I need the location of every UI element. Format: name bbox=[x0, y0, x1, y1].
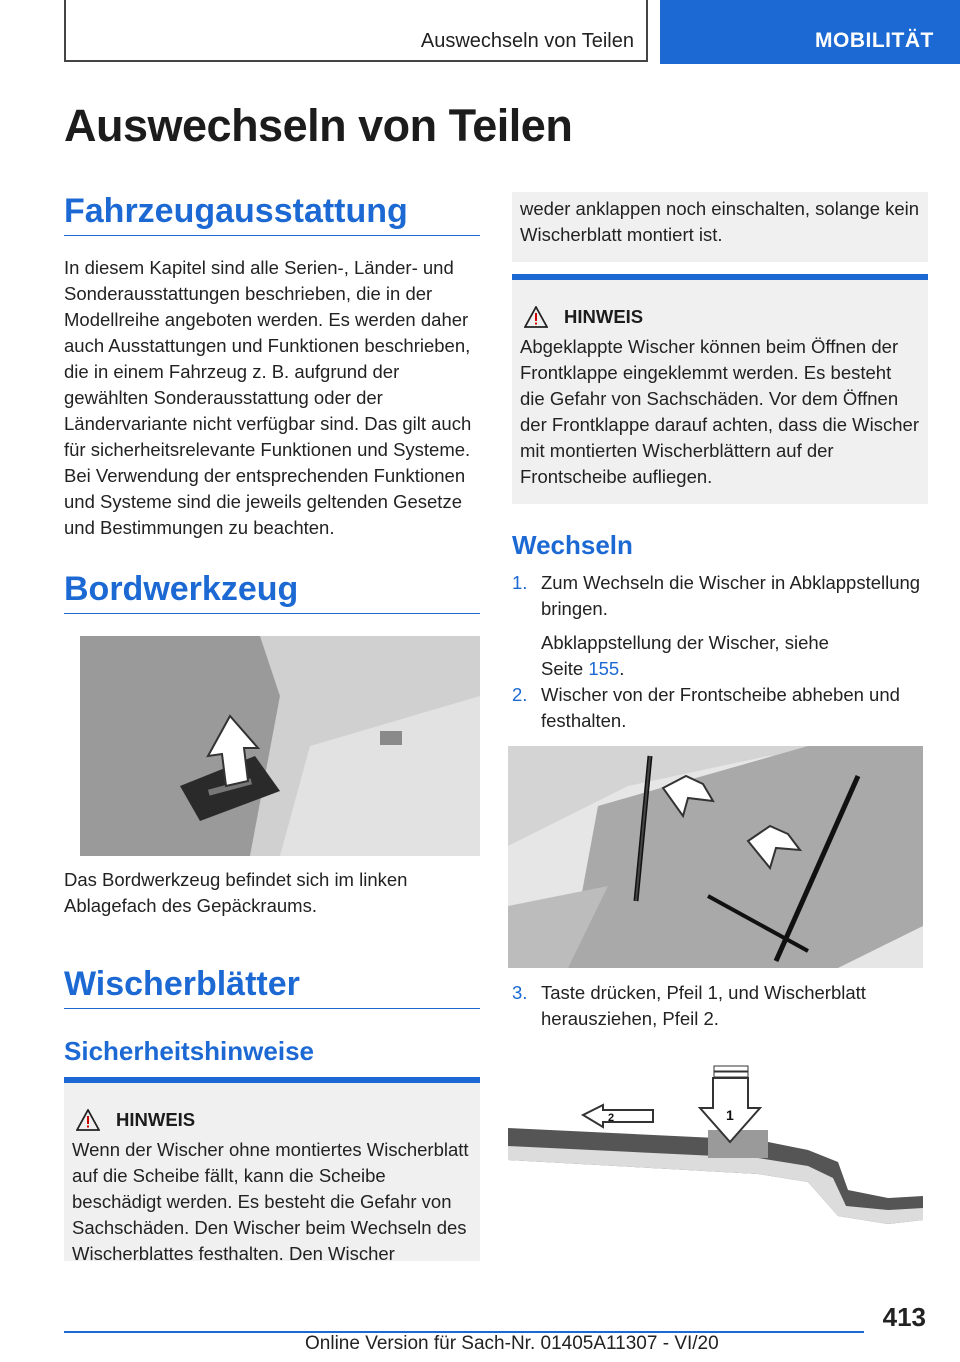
step-subtext-prefix: Seite bbox=[541, 658, 589, 679]
step-text: Zum Wechseln die Wischer in Abklappstellung bringen. bbox=[541, 572, 921, 619]
page-number: 413 bbox=[882, 1302, 926, 1332]
step-number: 3. bbox=[512, 982, 528, 1003]
step-1 bbox=[512, 570, 928, 682]
heading-fahrzeugausstattung: Fahrzeugausstattung bbox=[64, 192, 480, 236]
header-section-title: Auswechseln von Teilen bbox=[420, 30, 634, 52]
page-title: Auswechseln von Teilen bbox=[64, 100, 573, 151]
step-2 bbox=[512, 682, 928, 734]
step-subtext-line: Abklappstellung der Wischer, siehe bbox=[541, 632, 829, 653]
notice-label: HINWEIS bbox=[116, 1109, 196, 1130]
notice-heading bbox=[524, 306, 920, 328]
heading-wechseln: Wechseln bbox=[512, 530, 633, 560]
heading-wischerblaetter: Wischerblätter bbox=[64, 965, 480, 1009]
step-number: 1. bbox=[512, 572, 528, 593]
step-text: Taste drücken, Pfeil 1, und Wischerblatt herausziehen, Pfeil 2. bbox=[541, 982, 866, 1029]
wiper-windshield-image bbox=[508, 746, 923, 968]
step-subtext bbox=[541, 630, 928, 682]
notice-heading bbox=[76, 1109, 472, 1131]
header-section-box bbox=[64, 0, 648, 62]
header-chapter-tab[interactable] bbox=[660, 0, 960, 64]
notice-continuation-text: weder anklappen noch einschalten, solange kein Wischerblatt montiert ist. bbox=[520, 198, 920, 245]
notice-bar bbox=[512, 274, 928, 280]
wiper-blade-image bbox=[508, 1058, 923, 1268]
step-subtext-suffix: . bbox=[619, 658, 625, 679]
notice-text: Wenn der Wischer ohne montiertes Wischerblatt auf die Scheibe fällt, kann die Scheibe beschädigt werden. Es besteht die Gefahr von Sachschäden. Den Wischer beim Wechseln des Wischerblattes festhalten. Den Wischer bbox=[72, 1139, 469, 1264]
notice-box-2 bbox=[512, 274, 928, 504]
arrow-label-1: 1 bbox=[726, 1107, 734, 1123]
fahrzeugausstattung-text: In diesem Kapitel sind alle Serien-, Länder- und Sonderausstattungen beschrieben, die in der Modellreihe angeboten werden. Es werden daher auch Ausstattungen und Funktionen beschrieben, die in einem Fahrzeug z. B. aufgrund der gewählten Sonderausstattung oder der Ländervariante nicht verfügbar sind. Das gilt auch für sicherheitsrelevante Funktionen und Systeme. Bei Verwendung der entsprechenden Funktionen und Systeme sind die jeweils geltenden Gesetze und Bestimmungen zu beachten. bbox=[64, 257, 472, 538]
warning-icon bbox=[76, 1109, 100, 1131]
arrow-label-2: 2 bbox=[608, 1112, 615, 1124]
step-text: Wischer von der Frontscheibe abheben und festhalten. bbox=[541, 684, 900, 731]
notice-box-1 bbox=[64, 1077, 480, 1264]
step-number: 2. bbox=[512, 684, 528, 705]
heading-bordwerkzeug: Bordwerkzeug bbox=[64, 570, 480, 614]
footer-version-text: Online Version für Sach-Nr. 01405A11307 - VI/20 bbox=[305, 1333, 719, 1354]
bordwerkzeug-image bbox=[80, 636, 480, 856]
notice-bar bbox=[64, 1077, 480, 1083]
warning-icon bbox=[524, 306, 548, 328]
step-3 bbox=[512, 980, 928, 1032]
notice-text: Abgeklappte Wischer können beim Öffnen der Frontklappe eingeklemmt werden. Es besteht die Gefahr von Sachschäden. Vor dem Öffnen der Frontklappe darauf achten, dass die Wischer mit montierten Wischerblättern auf der Frontscheibe aufliegen. bbox=[520, 336, 919, 487]
page-link-155[interactable]: 155 bbox=[588, 658, 620, 679]
bordwerkzeug-caption: Das Bordwerkzeug befindet sich im linken Ablagefach des Gepäckraums. bbox=[64, 869, 408, 916]
notice-box-1-continued bbox=[512, 192, 928, 262]
header-chapter-label: MOBILITÄT bbox=[815, 29, 934, 52]
notice-label: HINWEIS bbox=[564, 306, 644, 327]
heading-sicherheitshinweise: Sicherheitshinweise bbox=[64, 1036, 314, 1066]
